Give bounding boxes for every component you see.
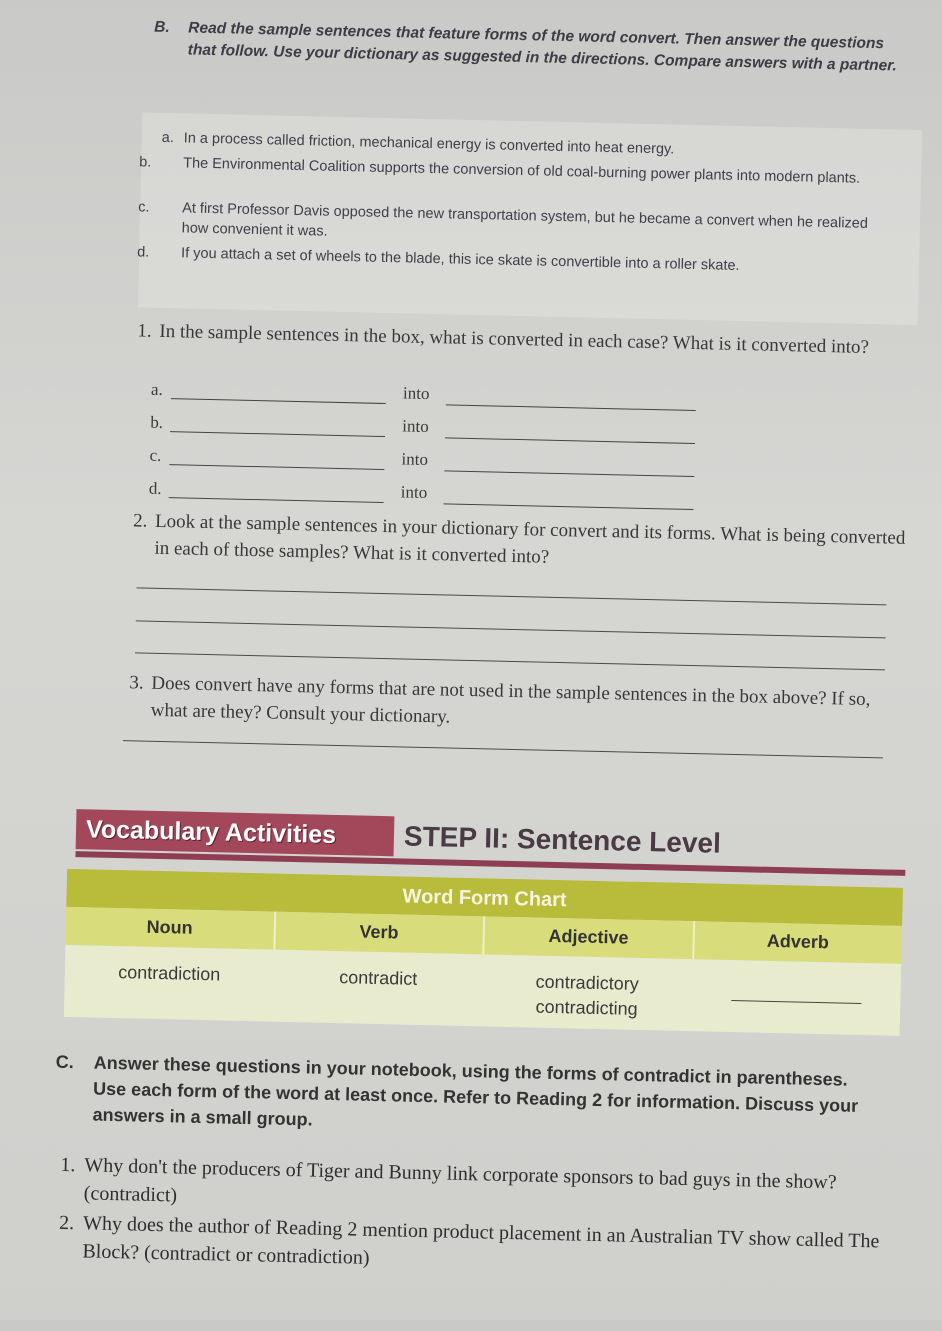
section-b-label: B.: [154, 18, 170, 37]
sentence-letter: b.: [139, 154, 152, 171]
header-adjective: Adjective: [484, 916, 694, 959]
sentence-text: The Environmental Coalition supports the conversion of old coal-burning power plants into modern plants.: [183, 155, 861, 187]
answer-line[interactable]: [123, 740, 883, 758]
answer-blank-into[interactable]: [445, 437, 695, 444]
question-number: 2.: [58, 1211, 75, 1235]
question-number: 1.: [60, 1153, 76, 1177]
sentence-text: At first Professor Davis opposed the new transportation system, but he became a convert when he realized how convenient it was.: [181, 200, 869, 240]
sentence-text: If you attach a set of wheels to the blade, this ice skate is convertible into a roller skate.: [180, 245, 740, 275]
word-form-chart: [64, 869, 903, 1036]
into-label: into: [400, 482, 428, 502]
question-number: 3.: [129, 672, 144, 694]
sentence-text: In a process called friction, mechanical energy is converted into heat energy.: [183, 130, 675, 158]
answer-row-b: [150, 411, 710, 448]
question-text: Why does the author of Reading 2 mention product placement in an Australian TV show called The Block? (contradict or contradiction): [82, 1212, 880, 1269]
question-text: Look at the sample sentences in your dictionary for convert and its forms. What is being converted in each of those samples? What is it converted into?: [154, 510, 906, 568]
sentence-letter: d.: [136, 244, 150, 261]
question-3: [128, 669, 909, 741]
cell-verb: [273, 950, 484, 1027]
answer-blank-from[interactable]: [171, 398, 386, 404]
answer-line[interactable]: [136, 620, 886, 638]
section-b-instructions: [154, 17, 905, 78]
question-2: [132, 507, 913, 579]
adjective-value: contradicting: [535, 996, 638, 1019]
question-number: 1.: [137, 320, 152, 342]
answer-blank-from[interactable]: [170, 431, 385, 437]
cell-noun: [64, 945, 275, 1022]
answer-row-d: [149, 477, 709, 514]
chart-title: Word Form Chart: [66, 869, 903, 926]
into-label: into: [402, 383, 430, 404]
row-letter: c.: [149, 445, 162, 465]
cell-adverb: [691, 959, 902, 1036]
noun-value: contradiction: [118, 962, 221, 985]
section-c-text: Answer these questions in your notebook, using the forms of contradict in parentheses. Use each form of the word at least once. Refer to Reading 2 for information. Discuss your answers in a small group.: [92, 1052, 859, 1130]
row-letter: a.: [150, 379, 164, 399]
answer-row-a: [151, 378, 711, 415]
answer-line[interactable]: [135, 652, 885, 670]
into-label: into: [401, 449, 429, 469]
question-text: In the sample sentences in the box, what is converted in each case? What is it converted into?: [159, 320, 870, 358]
question-1: [137, 317, 917, 362]
answer-row-c: [149, 444, 709, 481]
section-b-text: Read the sample sentences that feature forms of the word convert. Then answer the questions that follow. Use your dictionary as suggested in the directions. Compare answers with a partner.: [187, 19, 897, 75]
adverb-blank[interactable]: [731, 1000, 861, 1004]
question-number: 2.: [132, 510, 148, 532]
step-heading: STEP II: Sentence Level: [403, 820, 722, 859]
row-letter: b.: [150, 412, 164, 432]
answer-blank-into[interactable]: [446, 404, 696, 411]
vocabulary-activities-tag: Vocabulary Activities: [76, 809, 395, 856]
section-c-instructions: [54, 1049, 876, 1146]
sentence-letter: c.: [138, 199, 150, 216]
question-text: Does convert have any forms that are not used in the sample sentences in the box above? If so, what are they? Consult your dictionary.: [150, 672, 871, 728]
cell-adjective: [482, 954, 693, 1031]
sentence-letter: a.: [161, 129, 175, 147]
section-c-label: C.: [55, 1051, 75, 1073]
into-label: into: [402, 416, 429, 437]
adjective-value: contradictory: [535, 971, 639, 994]
answer-blank-into[interactable]: [444, 470, 694, 477]
question-text: Why don't the producers of Tiger and Bunny link corporate sponsors to bad guys in the show? (contradict): [83, 1154, 837, 1207]
row-letter: d.: [148, 478, 162, 498]
answer-blank-from[interactable]: [169, 464, 384, 470]
answer-line[interactable]: [137, 587, 887, 605]
answer-blank-from[interactable]: [169, 497, 384, 503]
verb-value: contradict: [339, 967, 418, 989]
header-noun: Noun: [65, 907, 275, 950]
header-verb: Verb: [275, 912, 485, 955]
header-adverb: Adverb: [766, 930, 830, 953]
answer-blank-into[interactable]: [444, 503, 694, 510]
